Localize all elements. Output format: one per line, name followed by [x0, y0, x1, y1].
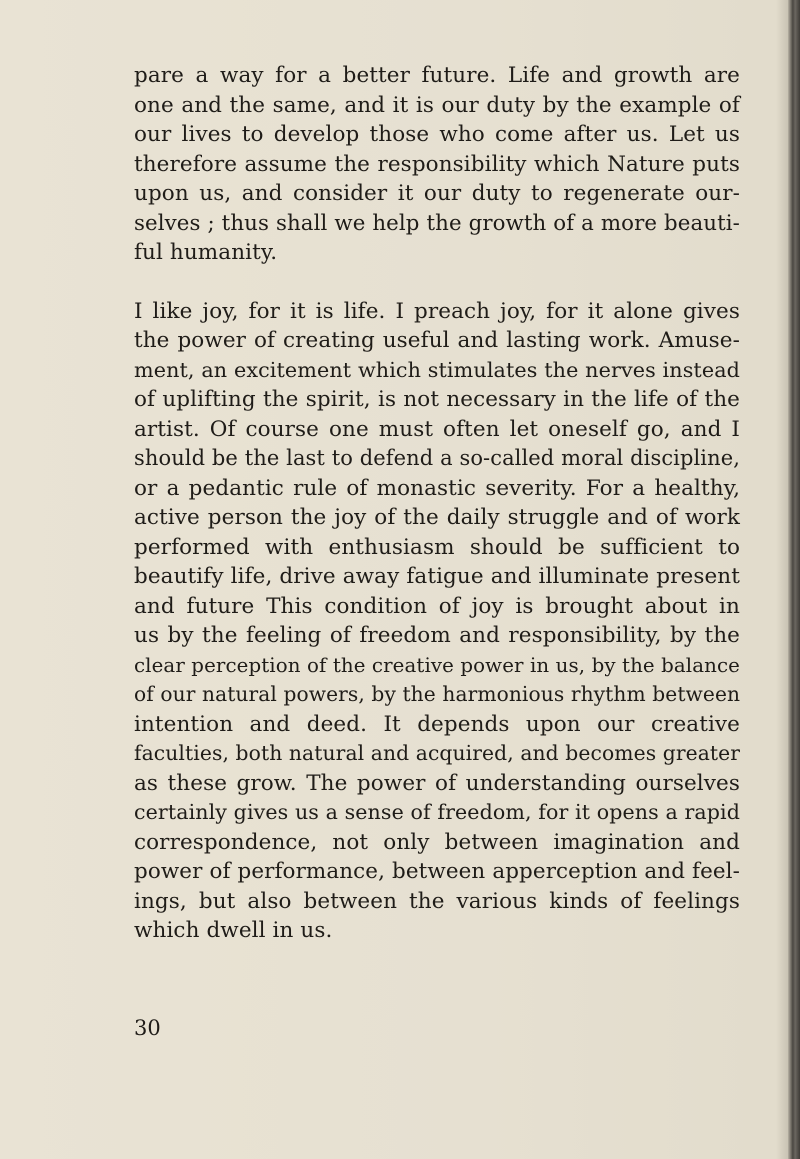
text-line: active person the joy of the daily struggle and of work [134, 505, 740, 530]
text-line: performed with enthusiasm should be sufficient to [134, 534, 740, 560]
text-line: and future This condition of joy is brought about in [134, 593, 740, 619]
paragraph-2 [134, 297, 740, 946]
text-line: clear perception of the creative power in us, by the balance [134, 653, 740, 677]
page-number: 30 [134, 1016, 161, 1040]
text-line: beautify life, drive away fatigue and illuminate present [134, 564, 740, 589]
text-line: I like joy, for it is life. I preach joy, for it alone gives [134, 298, 740, 324]
text-line: correspondence, not only between imagination and [134, 829, 740, 855]
text-line: ings, but also between the various kinds of feelings [134, 888, 740, 914]
paragraph-1 [134, 61, 740, 268]
text-line: the power of creating useful and lasting work. Amuse- [134, 328, 740, 353]
text-line: artist. Of course one must often let oneself go, and I [134, 416, 740, 442]
text-line: intention and deed. It depends upon our creative [134, 711, 740, 737]
text-line: as these grow. The power of understanding ourselves [134, 770, 740, 796]
text-line: power of performance, between apperception and feel- [134, 859, 740, 884]
text-line: selves ; thus shall we help the growth of a more beauti- [134, 210, 740, 236]
body-text [134, 61, 740, 946]
text-line: one and the same, and it is our duty by the example of [134, 92, 740, 118]
text-line: faculties, both natural and acquired, and becomes greater [134, 741, 741, 765]
text-line: upon us, and consider it our duty to regenerate our- [134, 181, 740, 206]
text-line: certainly gives us a sense of freedom, for it opens a rapid [134, 800, 740, 824]
text-line: of uplifting the spirit, is not necessary in the life of the [134, 387, 740, 412]
text-line: pare a way for a better future. Life and growth are [134, 63, 740, 88]
text-line: therefore assume the responsibility which Nature puts [134, 151, 740, 177]
text-line: which dwell in us. [134, 918, 333, 943]
text-line: ment, an excitement which stimulates the nerves instead [134, 357, 740, 382]
text-line: our lives to develop those who come after us. Let us [134, 122, 740, 147]
text-line: should be the last to defend a so-called moral discipline, [134, 446, 740, 470]
text-line: of our natural powers, by the harmonious rhythm between [134, 682, 741, 706]
text-line: or a pedantic rule of monastic severity. For a healthy, [134, 475, 740, 501]
page-edge-shadow [788, 0, 800, 1159]
text-line: ful humanity. [134, 240, 278, 265]
text-line: us by the feeling of freedom and responsibility, by the [134, 623, 740, 648]
